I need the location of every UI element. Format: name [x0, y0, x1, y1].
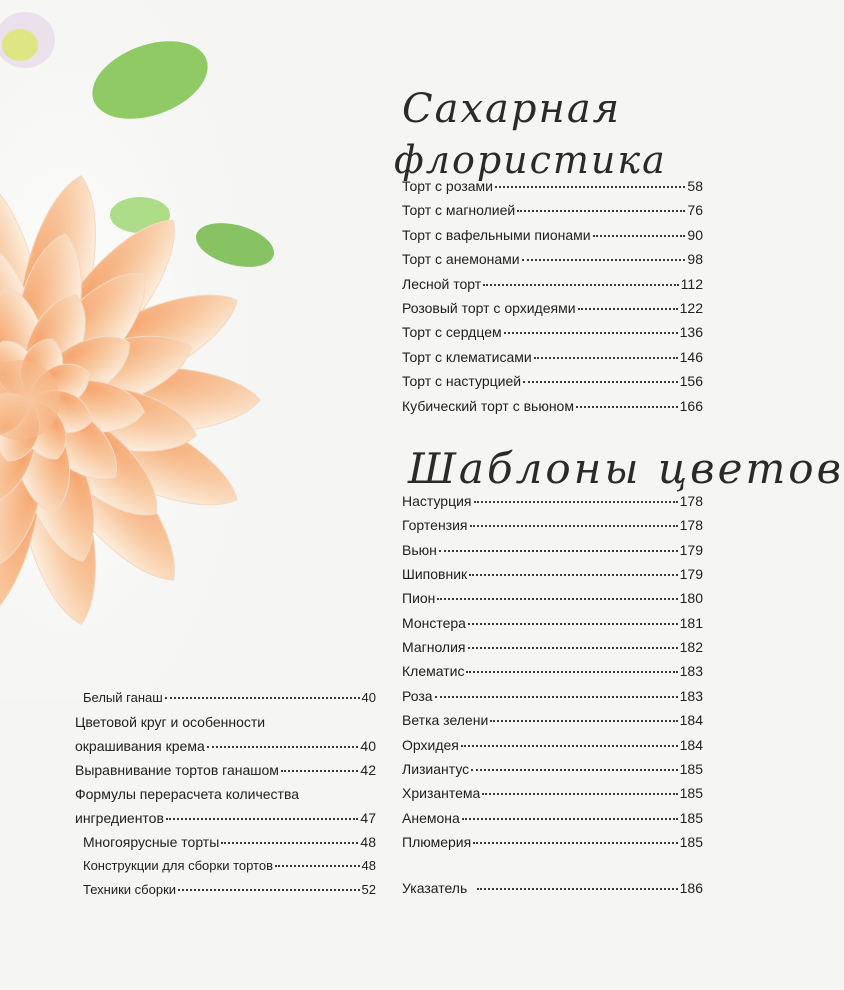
dot-leader [522, 259, 686, 261]
toc-entry-page: 179 [679, 541, 703, 558]
toc-entry[interactable] [402, 588, 703, 608]
section-title-flower-templates: Шаблоны цветов [408, 444, 844, 493]
dot-leader [593, 235, 686, 237]
dot-leader [207, 746, 359, 748]
section-title-sugar-floristry-line1: Сахарная [402, 86, 622, 132]
toc-entry-page: 181 [679, 614, 703, 631]
toc-entry[interactable] [402, 661, 703, 681]
dot-leader [435, 696, 678, 698]
toc-entry[interactable] [402, 176, 703, 196]
toc-entry[interactable] [402, 491, 703, 511]
toc-entry[interactable] [402, 347, 703, 367]
toc-entry-page: 40 [361, 690, 376, 705]
toc-entry-label: Торт с настурцией [402, 373, 522, 390]
toc-entry[interactable] [402, 637, 703, 657]
dot-leader [490, 720, 677, 722]
toc-entry-page: 47 [360, 810, 376, 826]
toc-entry-page: 146 [679, 348, 703, 365]
section-title-sugar-floristry-line2: флористика [394, 138, 667, 182]
toc-entry[interactable] [83, 688, 376, 708]
toc-entry-page: 185 [679, 809, 703, 826]
toc-entry-label: Настурция [402, 493, 472, 509]
toc-entry[interactable] [75, 760, 376, 780]
dot-leader [439, 550, 678, 552]
toc-entry[interactable] [402, 735, 703, 755]
toc-entry-label: Техники сборки [83, 882, 177, 897]
toc-entry-label: Кубический торт с вьюном [402, 397, 574, 414]
toc-entry-page: 42 [360, 762, 376, 778]
toc-entry-label: Указатель [402, 880, 468, 896]
toc-entry-label: Торт с сердцем [402, 324, 502, 341]
toc-entry-label: Орхидея [402, 736, 459, 753]
toc-entry-page: 184 [679, 736, 703, 753]
dot-leader [517, 210, 685, 212]
toc-entry-page: 185 [679, 760, 703, 777]
toc-entry[interactable] [402, 540, 703, 560]
dot-leader [437, 598, 677, 600]
toc-entry-page: 186 [679, 880, 703, 896]
toc-entry-label: Ветка зелени [402, 712, 489, 729]
dot-leader [495, 186, 685, 188]
toc-entry[interactable] [402, 808, 703, 828]
dot-leader [576, 406, 678, 408]
toc-entry-label: Роза [402, 687, 433, 704]
toc-entry[interactable] [75, 808, 376, 828]
dot-leader [165, 697, 360, 699]
dot-leader [466, 671, 677, 673]
toc-entry-label: Гортензия [402, 517, 468, 534]
toc-entry-page: 166 [679, 397, 703, 414]
toc-entry-label: Торт с клематисами [402, 348, 532, 365]
toc-entry-page: 183 [679, 687, 703, 704]
dot-leader [166, 818, 359, 820]
toc-entry-page: 178 [679, 517, 703, 534]
toc-entry-page: 178 [679, 493, 703, 509]
toc-entry-page: 58 [687, 178, 703, 194]
dot-leader [468, 623, 678, 625]
dot-leader [221, 842, 358, 844]
dot-leader [469, 574, 678, 576]
toc-entry-page: 122 [679, 300, 703, 316]
toc-entry-page: 182 [679, 639, 703, 656]
toc-entry-label: Розовый торт с орхидеями [402, 300, 576, 316]
dot-leader [473, 842, 677, 844]
toc-entry[interactable] [402, 200, 703, 220]
toc-entry[interactable] [83, 880, 376, 900]
toc-entry-page: 52 [361, 882, 376, 897]
dot-leader [477, 888, 677, 890]
toc-entry-index[interactable] [402, 878, 703, 898]
toc-entry[interactable] [402, 613, 703, 633]
dot-leader [534, 357, 678, 359]
toc-entry-page: 112 [680, 275, 703, 292]
toc-entry-label: Белый ганаш [83, 690, 163, 705]
toc-entry-page: 185 [679, 833, 703, 850]
toc-entry-label: Конструкции для сборки тортов [83, 858, 274, 873]
toc-entry-label: Цветовой круг и особенности [75, 714, 266, 730]
toc-entry-label: Торт с розами [402, 178, 493, 194]
toc-entry-label: Торт с вафельными пионами [402, 226, 591, 243]
dot-leader [471, 769, 677, 771]
toc-entry-page: 40 [360, 738, 376, 754]
toc-entry[interactable] [75, 736, 376, 756]
dot-leader [474, 501, 678, 503]
toc-entry[interactable] [402, 225, 703, 245]
dot-leader [483, 284, 679, 286]
toc-entry[interactable] [83, 832, 376, 852]
toc-entry-page: 180 [679, 590, 703, 607]
toc-entry[interactable] [75, 784, 376, 804]
toc-entry[interactable] [402, 783, 703, 803]
toc-entry-label: Формулы перерасчета количества [75, 786, 300, 802]
toc-entry-page: 98 [687, 251, 703, 268]
toc-entry[interactable] [402, 515, 703, 535]
dot-leader [275, 865, 360, 867]
dot-leader [461, 745, 678, 747]
dot-leader [470, 525, 678, 527]
toc-entry[interactable] [402, 274, 703, 294]
toc-entry-label: Многоярусные торты [83, 834, 220, 850]
toc-entry-label: Вьюн [402, 541, 437, 558]
toc-entry-page: 48 [361, 858, 376, 873]
toc-entry[interactable] [402, 322, 703, 342]
toc-entry-page: 184 [679, 712, 703, 729]
toc-entry-label: Монстера [402, 614, 466, 631]
toc-entry-page: 76 [687, 202, 703, 219]
toc-entry-page: 90 [687, 226, 703, 243]
toc-entry-page: 48 [360, 834, 376, 850]
toc-entry[interactable] [402, 759, 703, 779]
toc-entry-label: Анемона [402, 809, 460, 826]
toc-entry-label: Лесной торт [402, 275, 482, 292]
toc-entry[interactable] [83, 856, 376, 876]
toc-entry-label: Торт с магнолией [402, 202, 516, 219]
toc-entry-page: 185 [679, 785, 703, 802]
toc-entry-page: 183 [679, 663, 703, 680]
toc-entry-label: Плюмерия [402, 833, 472, 850]
toc-entry-label: Пион [402, 590, 436, 607]
toc-entry-page: 136 [679, 324, 703, 341]
toc-entry-label: Выравнивание тортов ганашом [75, 762, 279, 778]
toc-entry[interactable] [75, 712, 376, 732]
dot-leader [462, 818, 678, 820]
toc-entry[interactable] [402, 396, 703, 416]
toc-entry-label: Лизиантус [402, 760, 470, 777]
toc-entry[interactable] [402, 564, 703, 584]
toc-entry-label: Торт с анемонами [402, 251, 520, 268]
toc-entry[interactable] [402, 371, 703, 391]
dot-leader [578, 308, 678, 310]
dahlia-photo [0, 0, 330, 700]
toc-entry-label: Магнолия [402, 639, 466, 656]
toc-entry-label: Шиповник [402, 566, 468, 583]
toc-entry-label: Клематис [402, 663, 465, 680]
dot-leader [523, 381, 678, 383]
dot-leader [281, 770, 359, 772]
toc-entry[interactable] [402, 832, 703, 852]
toc-entry[interactable] [402, 686, 703, 706]
toc-entry-page: 156 [679, 373, 703, 390]
toc-entry-page: 179 [679, 566, 703, 583]
toc-entry-label: окрашивания крема [75, 738, 205, 754]
dot-leader [468, 647, 678, 649]
toc-entry-label: Хризантема [402, 785, 481, 802]
dot-leader [504, 332, 678, 334]
toc-entry-label: ингредиентов [75, 810, 164, 826]
dot-leader [482, 793, 677, 795]
toc-entry[interactable] [402, 249, 703, 269]
toc-entry[interactable] [402, 710, 703, 730]
toc-entry[interactable] [402, 298, 703, 318]
dot-leader [178, 889, 360, 891]
